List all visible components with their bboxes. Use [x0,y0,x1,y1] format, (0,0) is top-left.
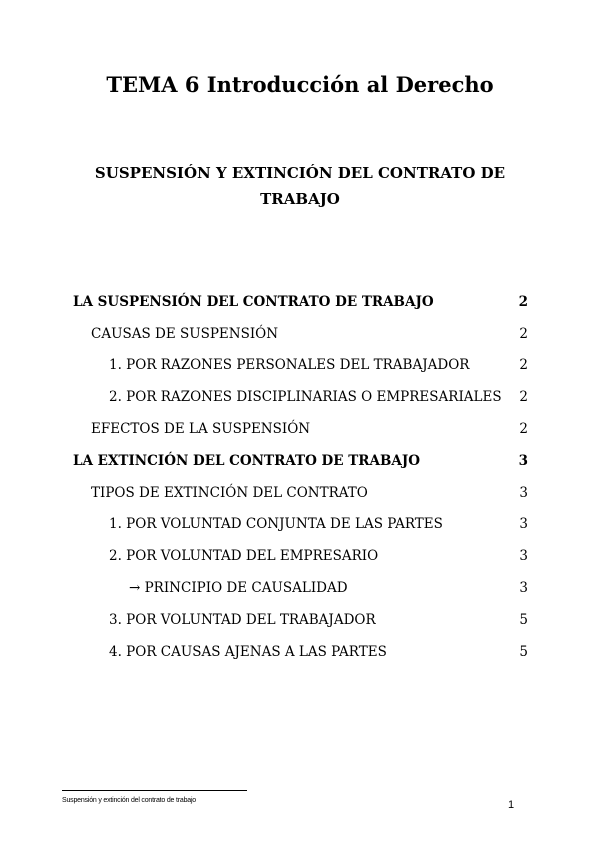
toc-entry[interactable] [73,572,528,604]
page-number: 1 [508,799,515,811]
toc-entry-label: 2. POR RAZONES DISCIPLINARIAS O EMPRESARIALES [109,389,502,406]
toc-entry-label: 2. POR VOLUNTAD DEL EMPRESARIO [109,548,379,565]
toc-entry[interactable] [73,477,528,509]
toc-entry-page: 3 [519,484,528,501]
toc-entry[interactable] [73,636,528,668]
toc-entry[interactable] [73,509,528,541]
toc-entry-label: → PRINCIPIO DE CAUSALIDAD [129,580,348,597]
toc-entry-label: 1. POR VOLUNTAD CONJUNTA DE LAS PARTES [109,516,443,533]
toc-entry[interactable] [73,540,528,572]
toc-entry-page: 5 [519,611,528,628]
toc-entry-label: EFECTOS DE LA SUSPENSIÓN [91,421,311,438]
toc-entry[interactable] [73,604,528,636]
toc-entry[interactable] [73,445,528,477]
footer-rule [62,790,247,791]
toc-entry-page: 2 [519,389,528,406]
page-title: TEMA 6 Introducción al Derecho [106,72,494,97]
toc-entry-page: 5 [519,643,528,660]
toc-entry-page: 3 [519,580,528,597]
toc-entry[interactable] [73,413,528,445]
table-of-contents [73,286,528,668]
toc-entry-label: LA SUSPENSIÓN DEL CONTRATO DE TRABAJO [73,293,434,310]
toc-entry-label: 4. POR CAUSAS AJENAS A LAS PARTES [109,643,387,660]
toc-entry-label: 1. POR RAZONES PERSONALES DEL TRABAJADOR [109,357,470,374]
toc-entry-label: LA EXTINCIÓN DEL CONTRATO DE TRABAJO [73,452,420,469]
toc-entry[interactable] [73,318,528,350]
toc-entry-page: 2 [519,325,528,342]
toc-entry[interactable] [73,381,528,413]
toc-entry-page: 2 [518,293,528,310]
footer-text: Suspensión y extinción del contrato de trabajo [62,797,197,804]
toc-entry-page: 3 [519,548,528,565]
toc-entry-page: 2 [519,357,528,374]
toc-entry-label: TIPOS DE EXTINCIÓN DEL CONTRATO [91,484,368,501]
document-subtitle: SUSPENSIÓN Y EXTINCIÓN DEL CONTRATO DE TRABAJO [94,164,506,208]
toc-entry-label: CAUSAS DE SUSPENSIÓN [91,325,279,342]
toc-entry-page: 3 [518,452,528,469]
toc-entry[interactable] [73,350,528,382]
toc-entry[interactable] [73,286,528,318]
toc-entry-page: 3 [519,516,528,533]
toc-entry-label: 3. POR VOLUNTAD DEL TRABAJADOR [109,611,376,628]
toc-entry-page: 2 [519,421,528,438]
